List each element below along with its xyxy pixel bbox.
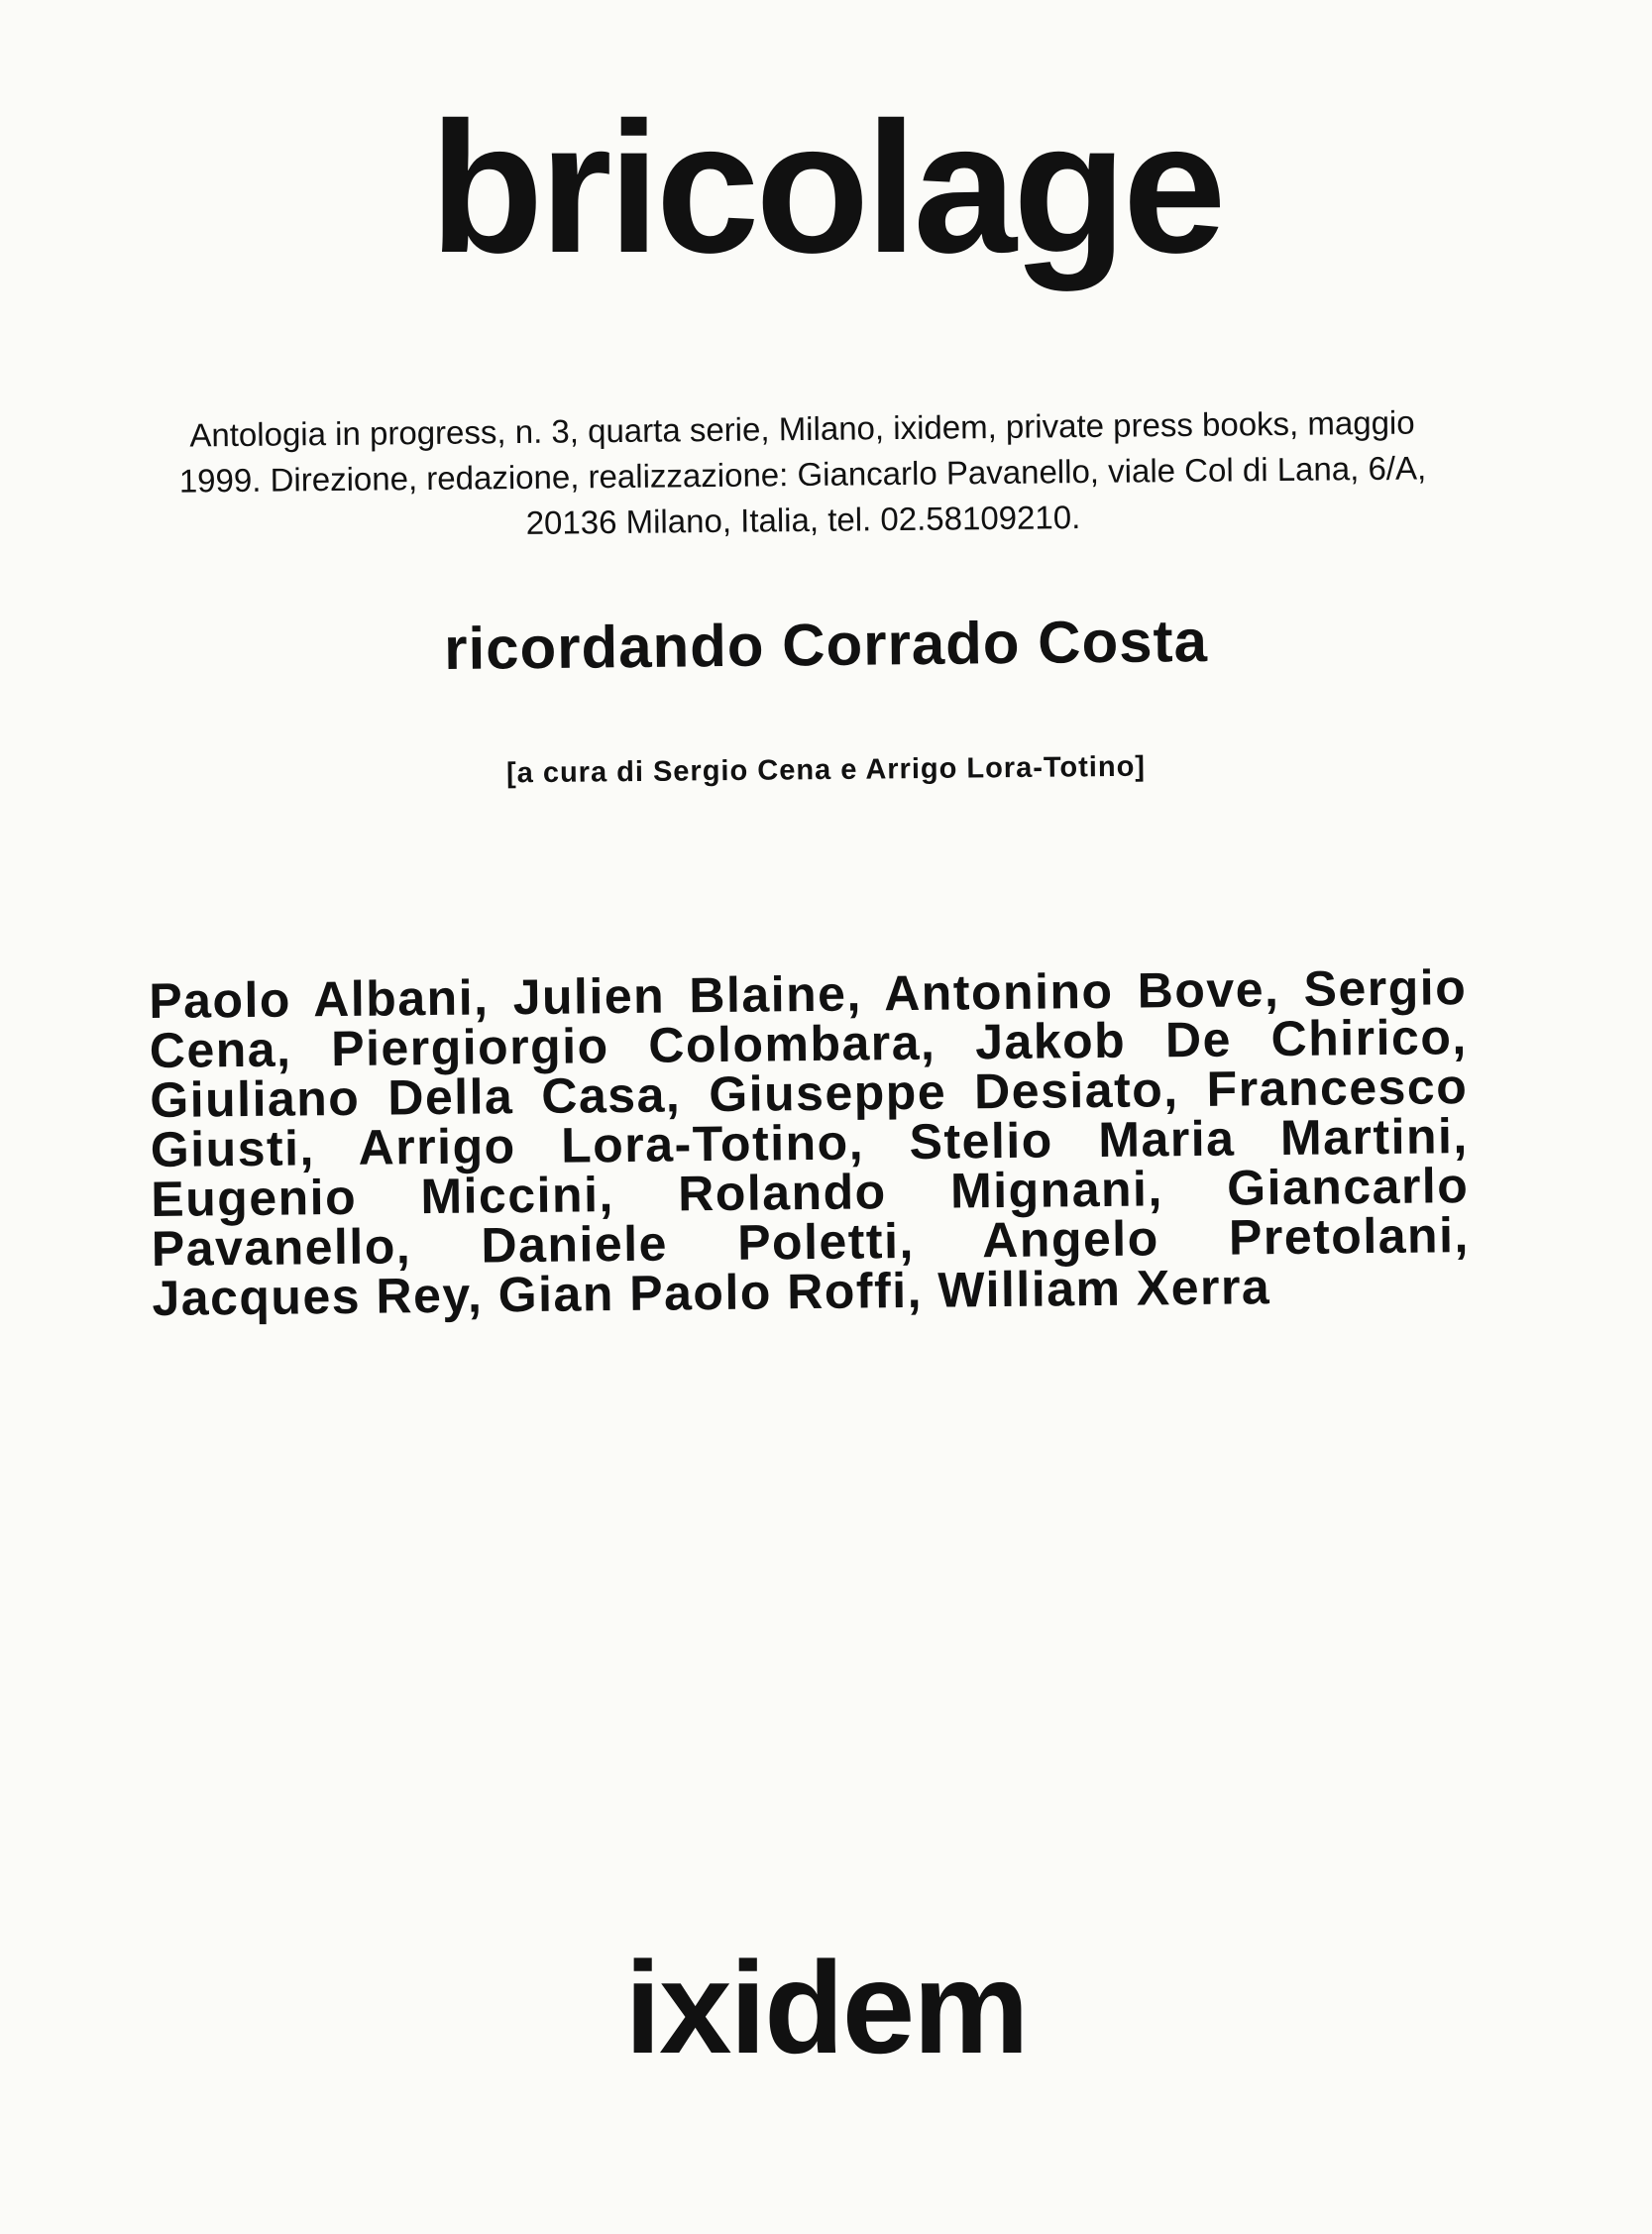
curators-line: [a cura di Sergio Cena e Arrigo Lora-Totino] xyxy=(505,750,1147,790)
contributors-list: Paolo Albani, Julien Blaine, Antonino Bove, Sergio Cena, Piergiorgio Colombara, Jakob De Chirico, Giuliano Della Casa, Giuseppe Desiato, Francesco Giusti, Arrigo Lora-Totino, Stelio Maria Martini, Eugenio Miccini, Rolando Mignani, Giancarlo Pavanello, Daniele Poletti, Angelo Pretolani, Jacques Rey, Gian Paolo Roffi, William Xerra xyxy=(148,959,1471,1326)
book-title: bricolage xyxy=(429,83,1223,291)
publisher-name: ixidem xyxy=(624,1935,1028,2080)
colophon-text: Antologia in progress, n. 3, quarta serie, Milano, ixidem, private press books, maggio 1999. Direzione, redazione, realizzazione: Giancarlo Pavanello, viale Col di Lana, 6/A, 20136 Milano, Italia, tel. 02.58109210. xyxy=(178,403,1427,541)
dedication-heading: ricordando Corrado Costa xyxy=(443,607,1209,683)
